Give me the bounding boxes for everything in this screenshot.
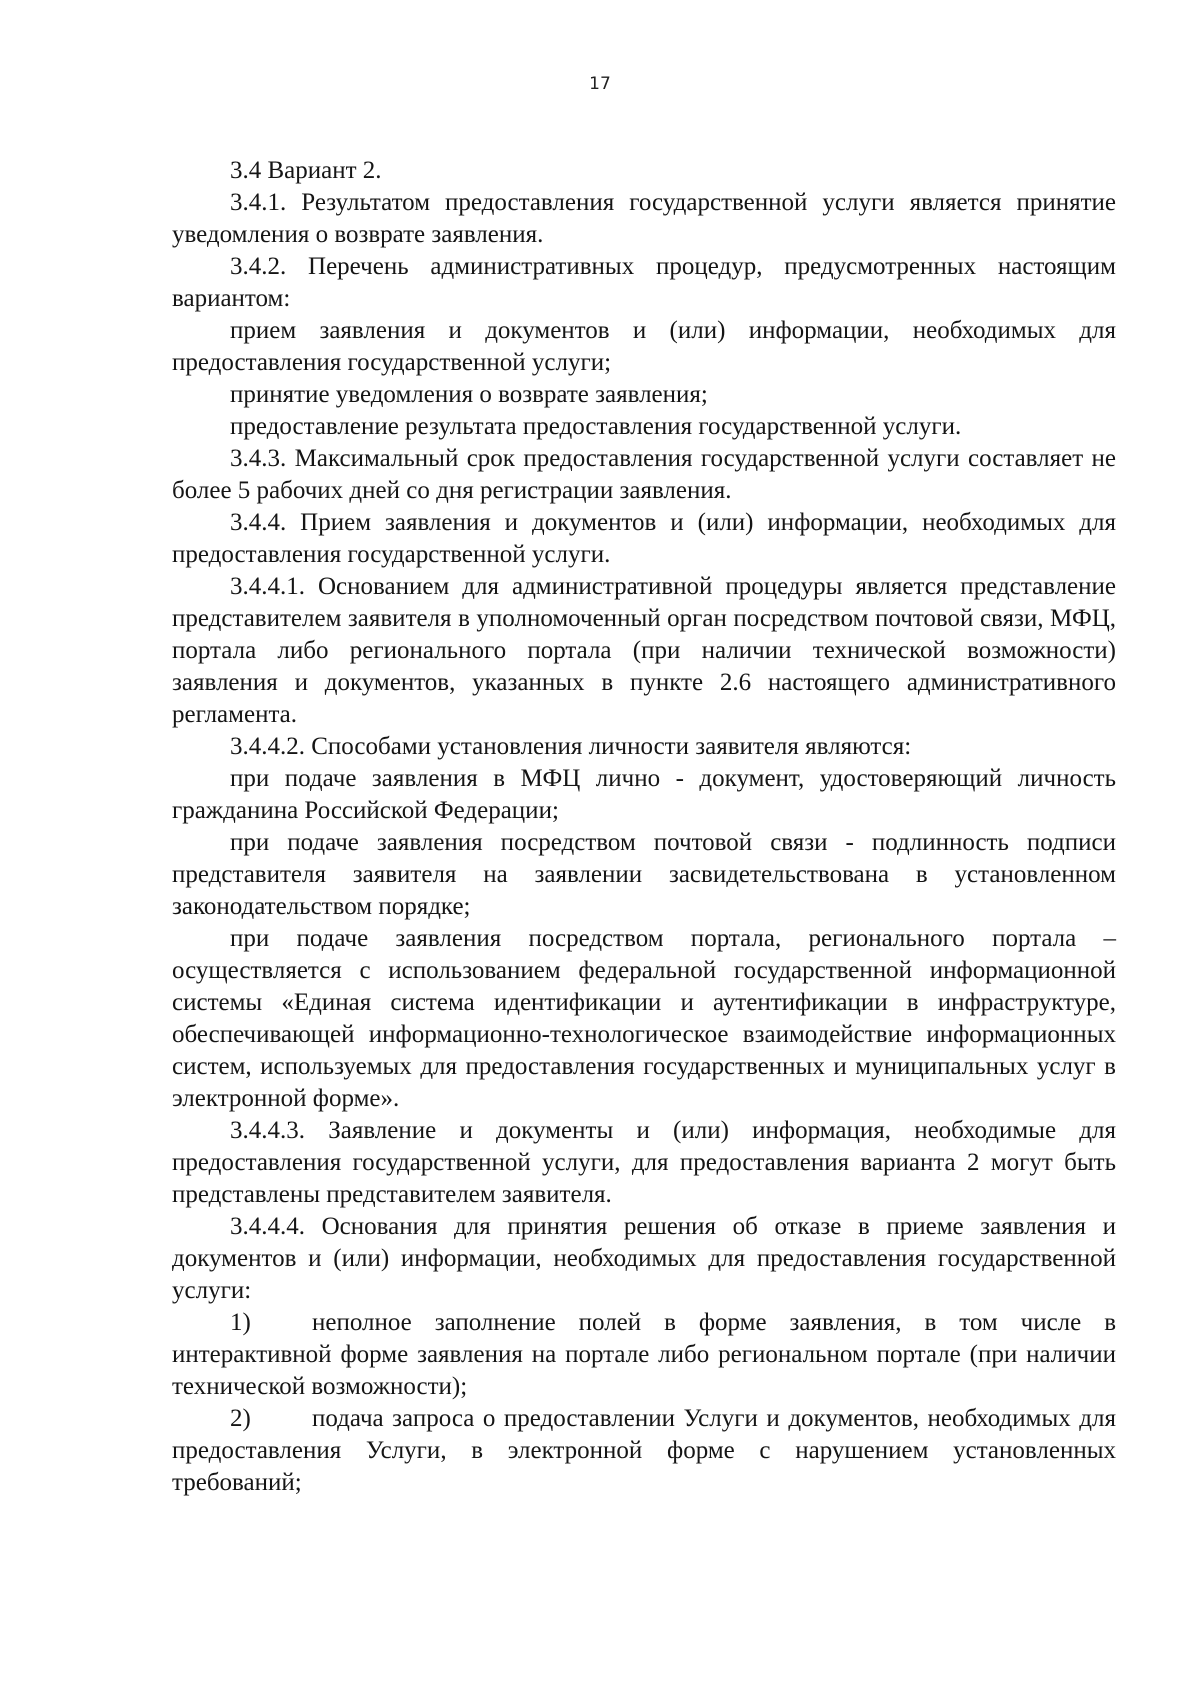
paragraph: 3.4.4.1. Основанием для административной процедуры является представление представителем заявителя в уполномоченный орган посредством почтовой связи, МФЦ, портала либо регионального портала (при наличии технической возможности) заявления и документов, указанных в пункте 2.6 настоящего административного регламента. — [172, 573, 1116, 728]
list-item-text: подача запроса о предоставлении Услуги и документов, необходимых для предоставления Услуги, в электронной форме с нарушением установленных требований; — [172, 1405, 1116, 1496]
list-item-text: неполное заполнение полей в форме заявления, в том числе в интерактивной форме заявления на портале либо региональном портале (при наличии технической возможности); — [172, 1309, 1116, 1400]
section-heading: 3.4 Вариант 2. — [230, 157, 382, 184]
paragraph: при подаче заявления посредством почтовой связи - подлинность подписи представителя заявителя на заявлении засвидетельствована в установленном законодательством порядке; — [172, 829, 1116, 920]
paragraph: 3.4.2. Перечень административных процедур, предусмотренных настоящим вариантом: — [172, 253, 1116, 312]
paragraph: 3.4.4. Прием заявления и документов и (или) информации, необходимых для предоставления государственной услуги. — [172, 509, 1116, 568]
paragraph: предоставление результата предоставления государственной услуги. — [230, 413, 962, 440]
paragraph: 3.4.4.4. Основания для принятия решения об отказе в приеме заявления и документов и (или) информации, необходимых для предоставления государственной услуги: — [172, 1213, 1116, 1304]
paragraph: 3.4.4.2. Способами установления личности заявителя являются: — [230, 733, 912, 760]
paragraph: принятие уведомления о возврате заявления; — [230, 381, 708, 408]
document-body — [172, 155, 1116, 1499]
paragraph: 3.4.3. Максимальный срок предоставления государственной услуги составляет не более 5 рабочих дней со дня регистрации заявления. — [172, 445, 1116, 504]
list-item — [172, 1403, 1116, 1499]
page-number: 17 — [589, 74, 611, 94]
paragraph: при подаче заявления посредством портала, регионального портала – осуществляется с использованием федеральной государственной информационной системы «Единая система идентификации и аутентификации в инфраструктуре, обеспечивающей информационно-технологическое взаимодействие информационных систем, используемых для предоставления государственных и муниципальных услуг в электронной форме». — [172, 925, 1116, 1112]
paragraph: 3.4.4.3. Заявление и документы и (или) информация, необходимые для предоставления государственной услуги, для предоставления варианта 2 могут быть представлены представителем заявителя. — [172, 1117, 1116, 1208]
paragraph: при подаче заявления в МФЦ лично - документ, удостоверяющий личность гражданина Российской Федерации; — [172, 765, 1116, 824]
list-item-number: 1) — [230, 1309, 251, 1336]
paragraph: прием заявления и документов и (или) информации, необходимых для предоставления государственной услуги; — [172, 317, 1116, 376]
list-item-number: 2) — [230, 1405, 251, 1432]
paragraph: 3.4.1. Результатом предоставления государственной услуги является принятие уведомления о возврате заявления. — [172, 189, 1116, 248]
list-item — [172, 1307, 1116, 1403]
